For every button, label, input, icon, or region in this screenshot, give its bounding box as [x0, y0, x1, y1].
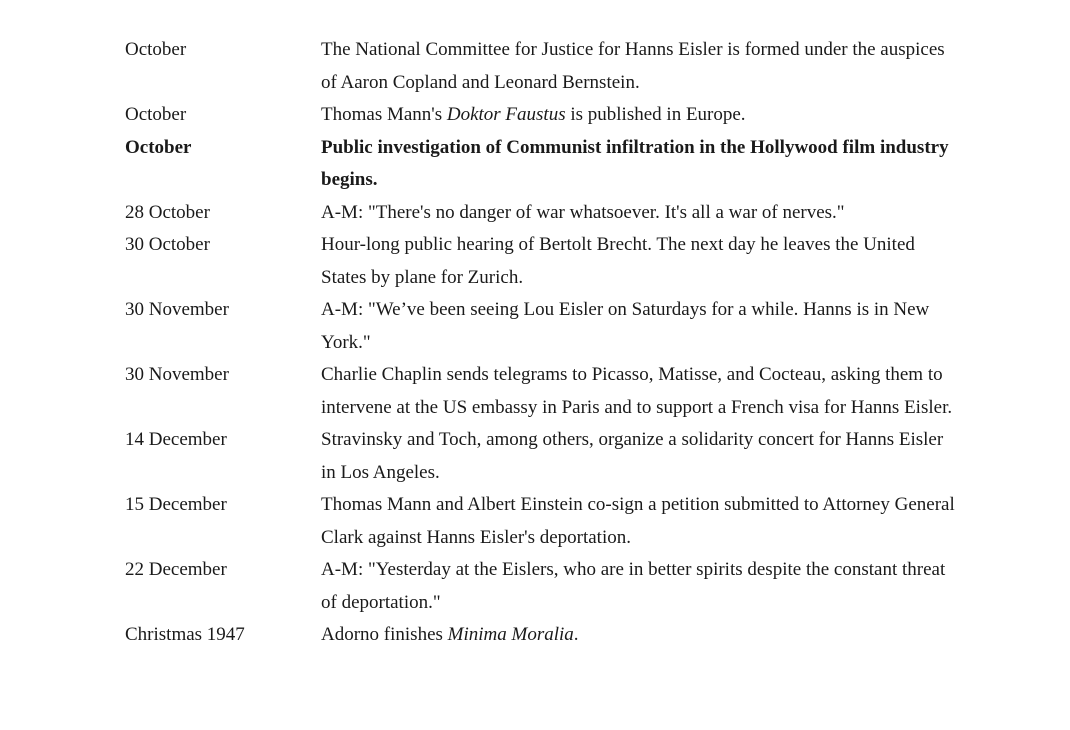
- entry-description: [321, 34, 955, 99]
- work-title: Minima Moralia: [447, 624, 574, 645]
- timeline-entry: [125, 99, 955, 132]
- timeline-entry: [125, 554, 955, 619]
- description-text: A-M: "There's no danger of war whatsoever. It's all a war of nerves.": [321, 201, 845, 223]
- entry-date: 30 November: [125, 299, 229, 320]
- timeline-entry: [125, 619, 955, 652]
- entry-description: [321, 489, 955, 554]
- entry-description: [321, 229, 955, 294]
- entry-description: [321, 294, 955, 359]
- description-text: .: [573, 624, 579, 645]
- entry-date: 30 October: [125, 234, 210, 255]
- timeline-entry: [125, 489, 955, 554]
- timeline-entry: [125, 229, 955, 294]
- timeline-entry: [125, 197, 955, 230]
- entry-date: October: [125, 104, 187, 125]
- description-text: Public investigation of Communist infiltration in the Hollywood film industry begins.: [321, 136, 949, 190]
- entry-description: [321, 132, 955, 197]
- description-text: Adorno finishes: [321, 624, 448, 645]
- description-text: Charlie Chaplin sends telegrams to Picasso, Matisse, and Cocteau, asking them to intervene at the US embassy in Paris and to support a French visa for Hanns Eisler.: [321, 364, 953, 418]
- entry-description: [321, 197, 955, 230]
- description-text: Thomas Mann's: [321, 104, 447, 125]
- description-text: Thomas Mann and Albert Einstein co-sign a petition submitted to Attorney General Clark against Hanns Eisler's deportation.: [321, 494, 955, 548]
- description-text: The National Committee for Justice for Hanns Eisler is formed under the auspices of Aaron Copland and Leonard Bernstein.: [321, 39, 945, 93]
- description-text: A-M: "Yesterday at the Eislers, who are in better spirits despite the constant threat of deportation.": [321, 559, 946, 613]
- work-title: Doktor Faustus: [446, 104, 566, 125]
- timeline-entry: [125, 359, 955, 424]
- description-text: Stravinsky and Toch, among others, organize a solidarity concert for Hanns Eisler in Los Angeles.: [321, 429, 944, 483]
- timeline-entry: [125, 424, 955, 489]
- timeline-entry: [125, 294, 955, 359]
- entry-description: [321, 554, 955, 619]
- entry-description: [321, 619, 955, 652]
- chronology-timeline: [125, 34, 955, 652]
- entry-date: 15 December: [125, 494, 227, 515]
- entry-date: Christmas 1947: [125, 624, 245, 645]
- entry-date: 22 December: [125, 559, 227, 580]
- entry-description: [321, 99, 955, 132]
- entry-description: [321, 359, 955, 424]
- entry-date: 14 December: [125, 429, 227, 450]
- entry-date: October: [125, 136, 192, 158]
- entry-date: 28 October: [125, 201, 210, 223]
- description-text: A-M: "We’ve been seeing Lou Eisler on Saturdays for a while. Hanns is in New York.": [321, 299, 930, 353]
- timeline-entry: [125, 132, 955, 197]
- description-text: is published in Europe.: [565, 104, 746, 125]
- entry-date: October: [125, 39, 187, 60]
- entry-description: [321, 424, 955, 489]
- entry-date: 30 November: [125, 364, 229, 385]
- timeline-entry: [125, 34, 955, 99]
- description-text: Hour-long public hearing of Bertolt Brecht. The next day he leaves the United States by plane for Zurich.: [321, 234, 915, 288]
